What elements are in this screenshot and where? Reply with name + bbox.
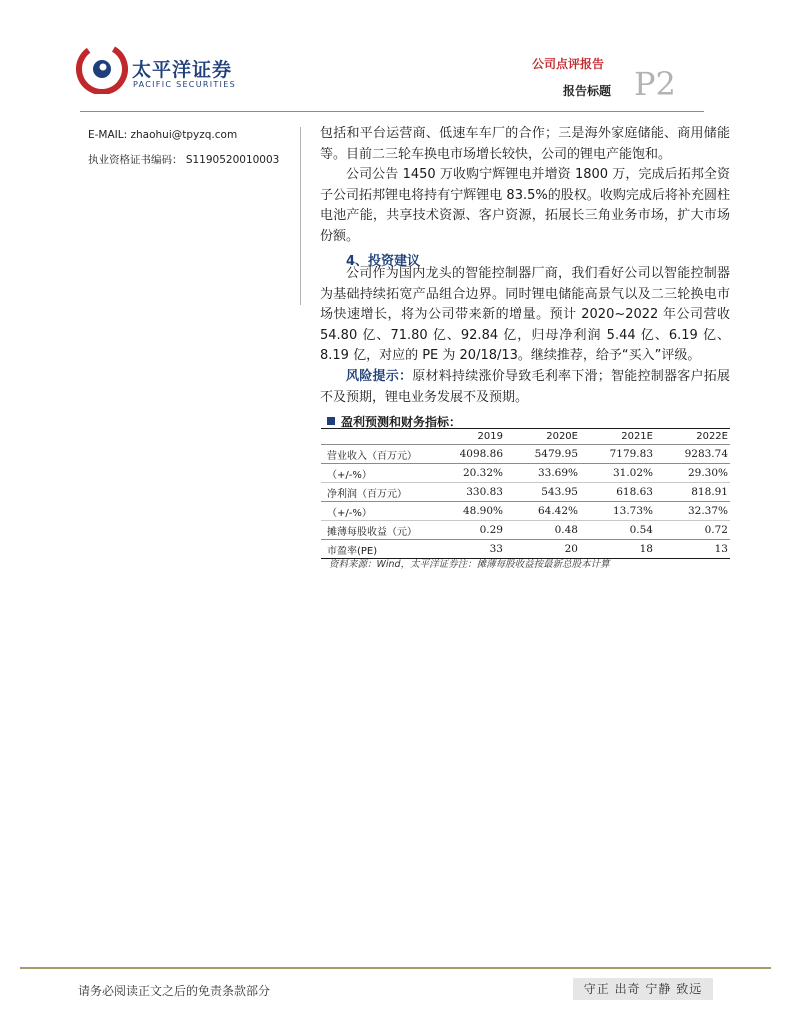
table-cell: 18	[639, 543, 653, 555]
table-cell: 31.02%	[612, 467, 653, 479]
report-type: 公司点评报告	[532, 57, 605, 71]
risk-text: 原材料持续涨价导致毛利率下滑；智能控制器客户拓展不及预期，锂电业务发展不及预期。	[320, 369, 730, 405]
table-cell: 9283.74	[684, 448, 728, 460]
table-header-cell: 2021E	[621, 431, 653, 442]
table-row	[321, 445, 730, 464]
disclaimer-notice: 请务必阅读正文之后的免责条款部分	[78, 984, 271, 998]
table-cell: 33	[489, 543, 503, 555]
risk-label: 风险提示：	[346, 369, 413, 384]
footer-divider	[20, 967, 771, 969]
table-row	[321, 483, 730, 502]
table-cell: 64.42%	[537, 505, 578, 517]
table-cell: 0.48	[554, 524, 578, 536]
table-cell: 330.83	[466, 486, 503, 498]
table-cell: 0.72	[704, 524, 728, 536]
body-paragraph-1: 包括和平台运营商、低速车车厂的合作；三是海外家庭储能、商用储能等。目前二三轮车换电市场增长较快，公司的锂电产能饱和。	[320, 126, 730, 162]
table-cell: 4098.86	[459, 448, 503, 460]
table-cell: 33.69%	[537, 467, 578, 479]
table-cell: 29.30%	[687, 467, 728, 479]
table-cell: 13.73%	[612, 505, 653, 517]
table-cell: 543.95	[541, 486, 578, 498]
table-cell: 0.29	[479, 524, 503, 536]
pacific-securities-logo	[76, 42, 128, 94]
table-cell: 48.90%	[462, 505, 503, 517]
table-cell: 13	[714, 543, 728, 555]
table-cell: 5479.95	[534, 448, 578, 460]
risk-paragraph	[320, 367, 730, 408]
table-cell: 32.37%	[687, 505, 728, 517]
brand-name-en: PACIFIC SECURITIES	[133, 80, 236, 89]
body-paragraph-2: 公司公告 1450 万收购宁辉锂电并增资 1800 万，完成后拓邦全资子公司拓邦锂电将持有宁辉锂电 83.5%的股权。收购完成后将补充圆柱电池产能，共享技术资源、客户资源，拓展长三角业务市场，扩大市场份额。	[320, 167, 730, 244]
table-cell: 818.91	[691, 486, 728, 498]
row-label: （+/-%）	[327, 469, 372, 481]
table-source-note: 资料来源：Wind，太平洋证券注：摊薄每股收益按最新总股本计算	[329, 559, 610, 570]
table-cell: 0.54	[629, 524, 653, 536]
row-label: 营业收入（百万元）	[327, 450, 417, 462]
column-divider	[300, 127, 301, 305]
row-label: 净利润（百万元）	[327, 488, 407, 500]
brand-name-cn: 太平洋证券	[132, 59, 233, 81]
table-cell: 7179.83	[609, 448, 653, 460]
report-title: 报告标题	[563, 84, 612, 98]
row-label: （+/-%）	[327, 507, 372, 519]
company-motto: 守正 出奇 宁静 致远	[573, 978, 713, 1000]
table-row	[321, 502, 730, 521]
table-header-row	[321, 428, 730, 445]
row-label: 摊薄每股收益（元）	[327, 526, 417, 538]
table-header-cell: 2019	[477, 431, 503, 442]
table-cell: 20.32%	[462, 467, 503, 479]
table-header-cell: 2020E	[546, 431, 578, 442]
table-bullet-icon	[327, 417, 335, 425]
table-title: 盈利预测和财务指标：	[341, 415, 462, 429]
analyst-license: 执业资格证书编码： S1190520010003	[88, 154, 280, 166]
table-cell: 20	[564, 543, 578, 555]
table-row	[321, 464, 730, 483]
header-divider	[80, 111, 704, 112]
table-row	[321, 521, 730, 540]
page-number: P2	[634, 65, 676, 103]
analyst-email: E-MAIL: zhaohui@tpyzq.com	[88, 129, 238, 141]
table-cell: 618.63	[616, 486, 653, 498]
section-heading-investment: 4、投资建议	[346, 254, 421, 269]
table-header-cell: 2022E	[696, 431, 728, 442]
row-label: 市盈率(PE)	[327, 545, 378, 557]
forecast-table	[321, 428, 730, 559]
body-paragraph-3: 公司作为国内龙头的智能控制器厂商，我们看好公司以智能控制器为基础持续拓宽产品组合边界。同时锂电储能高景气以及二三轮换电市场快速增长，将为公司带来新的增量。预计 2020~2022 年公司营收 54.80 亿、71.80 亿、92.84 亿，归母净利润 5.44 亿、6.19 亿、8.19 亿，对应的 PE 为 20/18/13。继续推荐，给予“买入”评级。	[320, 266, 730, 363]
